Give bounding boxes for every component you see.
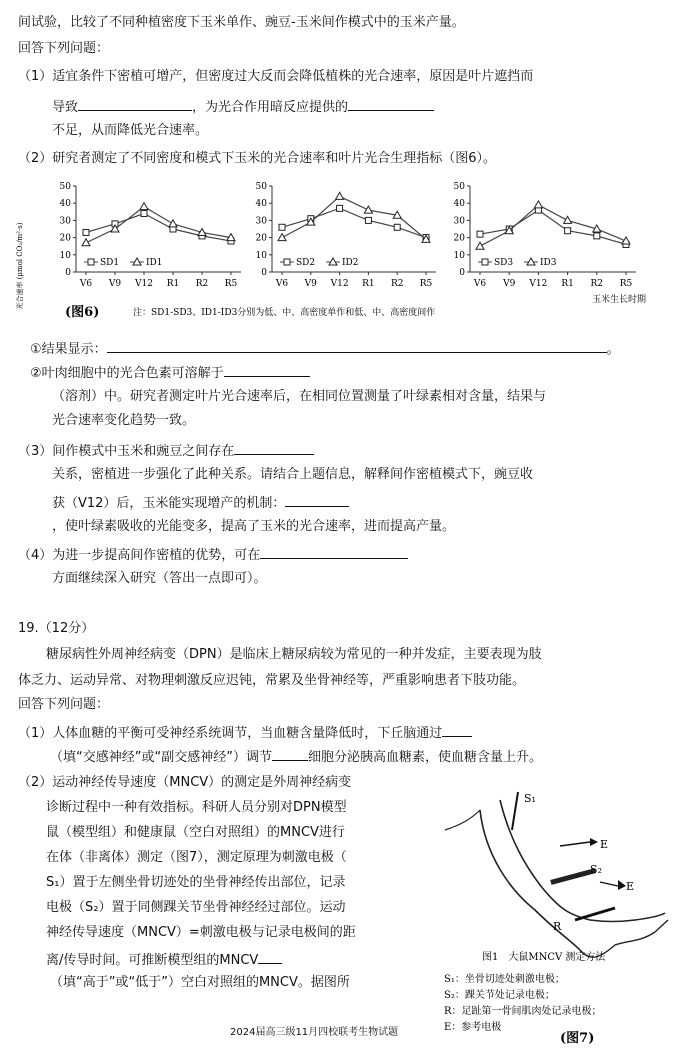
e1-arrow — [590, 838, 598, 846]
fig7-caption: 图1 大鼠MNCV 测定方法 — [482, 952, 606, 963]
q19-p2-line: （填“高于”或“低于”）空白对照组的MNCV。据图所 — [50, 975, 350, 990]
legend-marker — [482, 259, 488, 265]
q19-part1-line — [18, 722, 472, 743]
q18-part1-line3: 不足，从而降低光合速率。 — [52, 123, 209, 138]
q19-p2-line: （2）运动神经传导速度（MNCV）的测定是外周神经病变 — [18, 775, 352, 790]
q19-p2-line: 诊断过程中一种有效指标。科研人员分别对DPN模型 — [46, 800, 347, 815]
fig7-label: (图7) — [560, 1031, 595, 1046]
data-point-id2 — [336, 192, 344, 199]
x-tick-label: R2 — [195, 279, 209, 289]
q18-part4-line — [18, 544, 408, 565]
x-axis-title: 玉米生长时期 — [591, 295, 646, 305]
answer-blank[interactable] — [107, 338, 607, 353]
answer-blank[interactable] — [234, 440, 314, 455]
data-point-sd3 — [565, 228, 571, 234]
data-point-sd2 — [394, 224, 400, 230]
legend-label-id3: ID3 — [540, 258, 557, 268]
x-tick-label: V12 — [529, 279, 548, 289]
legend-marker — [284, 259, 290, 265]
answer-blank[interactable] — [258, 949, 282, 964]
y-tick-label: 30 — [453, 216, 465, 227]
figure-6-chart — [0, 172, 679, 328]
series-line-sd1 — [86, 214, 231, 242]
series-line-id3 — [480, 205, 626, 246]
y-tick-label: 20 — [255, 233, 267, 244]
q18-text: （3）间作模式中玉米和豌豆之间存在 — [18, 444, 235, 459]
y-tick-label: 30 — [59, 216, 71, 227]
x-tick-label: V9 — [108, 279, 122, 289]
leg-outline-upper — [500, 800, 665, 922]
legend-label-sd1: SD1 — [100, 258, 120, 268]
y-tick-label: 50 — [453, 182, 465, 192]
e2-arrow — [618, 880, 626, 890]
q19-p2-line — [46, 949, 282, 970]
series-line-id2 — [282, 196, 426, 239]
data-point-id1 — [140, 203, 148, 210]
q19-heading: 19.（12分） — [18, 621, 95, 636]
y-tick-label: 50 — [255, 182, 267, 192]
data-point-id2 — [364, 206, 372, 213]
q19-p2-line: 在体（非离体）测定（图7），测定原理为刺激电极（ — [46, 850, 347, 865]
x-tick-label: V6 — [275, 279, 289, 289]
data-point-id3 — [622, 237, 630, 244]
e2-label: E — [626, 880, 635, 893]
q18-text: （4）为进一步提高间作密植的优势，可在 — [18, 548, 261, 563]
x-tick-label: R2 — [590, 279, 604, 289]
q19-part1-line2 — [50, 746, 542, 767]
data-point-sd1 — [83, 229, 89, 235]
legend-marker — [88, 259, 94, 265]
e2-electrode — [600, 882, 618, 886]
q19-text: （1）人体血糖的平衡可受神经系统调节，当血糖含量降低时，下丘脑通过 — [18, 726, 443, 741]
x-tick-label: V9 — [503, 279, 516, 289]
q18-part3-line3 — [52, 492, 349, 513]
q19-p2-line: S₁）置于左侧坐骨切迹处的坐骨神经传出部位，记录 — [46, 875, 346, 890]
data-point-id3 — [564, 216, 572, 223]
q18-part1-text: （1）适宜条件下密植可增产，但密度过大反而会降低植株的光合速率，原因是叶片遮挡而 — [18, 69, 534, 84]
data-point-sd2 — [279, 224, 285, 230]
y-tick-label: 0 — [261, 268, 267, 278]
series-line-sd2 — [282, 208, 426, 237]
x-tick-label: V6 — [473, 279, 487, 289]
intro-line: 间试验，比较了不同种植密度下玉米单作、豌豆-玉米间作模式中的玉米产量。 — [18, 15, 465, 30]
data-point-id3 — [534, 201, 542, 208]
s1-label: S₁ — [524, 792, 536, 805]
y-tick-label: 0 — [65, 268, 71, 278]
q18-text: ①结果显示： — [30, 342, 107, 357]
y-tick-label: 10 — [59, 250, 71, 261]
data-point-sd3 — [594, 233, 600, 239]
series-line-sd3 — [480, 210, 626, 244]
q19-p2-line: 神经传导速度（MNCV）=刺激电极与记录电极间的距 — [46, 925, 356, 940]
answer-blank[interactable] — [260, 544, 408, 559]
q19-intro: 体乏力、运动异常、对物理刺激反应迟钝，常累及坐骨神经等，严重影响患者下肢功能。 — [18, 673, 526, 688]
x-tick-label: R1 — [362, 279, 375, 289]
y-tick-label: 50 — [59, 182, 71, 192]
answer-blank[interactable] — [348, 96, 434, 111]
footer: 2024届高三级11月四校联考生物试题 — [230, 1027, 399, 1038]
y-tick-label: 10 — [453, 250, 465, 261]
y-axis-label: 光合速率 (μmol CO₂/m²·s) — [16, 222, 24, 310]
q19-p2-line: 电极（S₂）置于同侧踝关节坐骨神经经过部位。运动 — [46, 900, 346, 915]
legend-label-id1: ID1 — [146, 258, 163, 268]
data-point-id2 — [278, 234, 286, 241]
r-label: R — [553, 920, 562, 933]
answer-blank[interactable] — [285, 492, 349, 507]
y-tick-label: 40 — [453, 199, 465, 210]
body-outline — [445, 810, 480, 830]
result-line — [30, 338, 620, 359]
q19-intro: 糖尿病性外周神经病变（DPN）是临床上糖尿病较为常见的一种并发症，主要表现为肢 — [46, 647, 542, 662]
data-point-sd2 — [337, 205, 343, 211]
y-tick-label: 30 — [255, 216, 267, 227]
fig7-legend-item: S₂：踝关节处记录电极； — [444, 990, 555, 1001]
s1-electrode — [512, 792, 518, 830]
q19-p2-line: 鼠（模型组）和健康鼠（空白对照组）的MNCV进行 — [46, 825, 345, 840]
x-tick-label: R5 — [224, 279, 238, 289]
data-point-sd1 — [141, 211, 147, 217]
e1-electrode — [560, 842, 590, 846]
q19-text: 离/传导时间。可推断模型组的MNCV — [46, 953, 259, 968]
fig7-legend-item: S₁：坐骨切迹处刺激电极； — [444, 974, 565, 985]
y-tick-label: 10 — [255, 250, 267, 261]
x-tick-label: R1 — [166, 279, 180, 289]
r-electrode — [575, 908, 615, 920]
period-text: 。 — [606, 342, 620, 357]
q18-text: 关系，密植进一步强化了此种关系。请结合上题信息，解释间作密植模式下，豌豆收 — [52, 467, 534, 482]
pigment-line — [30, 362, 310, 383]
legend-label-sd2: SD2 — [296, 258, 316, 268]
q18-part1-line2 — [52, 96, 434, 117]
x-tick-label: R2 — [390, 279, 404, 289]
y-tick-label: 20 — [453, 233, 465, 244]
q18-text: ②叶肉细胞中的光合色素可溶解于 — [30, 366, 224, 381]
y-tick-label: 20 — [59, 233, 71, 244]
data-point-id1 — [82, 239, 90, 246]
q18-part2-text: （2）研究者测定了不同密度和模式下玉米的光合速率和叶片光合生理指标（图6）。 — [18, 151, 497, 166]
figure-7-diagram — [440, 770, 679, 1048]
y-tick-label: 40 — [59, 199, 71, 210]
q18-text: （溶剂）中。研究者测定叶片光合速率后，在相同位置测量了叶绿素相对含量，结果与 — [52, 389, 547, 404]
q18-text: ，使叶绿素吸收的光能变多，提高了玉米的光合速率，进而提高产量。 — [52, 519, 456, 534]
data-point-id3 — [476, 242, 484, 249]
fig7-legend-item: R：足趾第一骨间肌肉处记录电极； — [444, 1006, 602, 1017]
legend-label-id2: ID2 — [342, 258, 359, 268]
x-tick-label: V6 — [79, 279, 93, 289]
x-tick-label: V12 — [135, 279, 153, 289]
y-tick-label: 0 — [459, 268, 465, 278]
q18-text: ，为光合作用暗反应提供的 — [192, 100, 349, 115]
q19-text: 细胞分泌胰高血糖素，使血糖含量上升。 — [307, 750, 542, 765]
fig7-legend-item: E：参考电极 — [444, 1022, 502, 1033]
q18-part3-line — [18, 440, 314, 461]
x-tick-label: V12 — [330, 279, 349, 289]
answer-blank[interactable] — [224, 362, 310, 377]
s2-label: S₂ — [590, 863, 602, 876]
e1-label: E — [600, 838, 609, 851]
answer-blank[interactable] — [78, 96, 192, 111]
q18-text: 获（V12）后，玉米能实现增产的机制： — [52, 496, 286, 511]
x-tick-label: R1 — [561, 279, 574, 289]
legend-label-sd3: SD3 — [494, 258, 514, 268]
answer-blank[interactable] — [272, 746, 308, 761]
intro-line: 回答下列问题： — [18, 41, 110, 56]
fig6-label: (图6) — [65, 305, 100, 320]
x-tick-label: R5 — [419, 279, 433, 289]
data-point-id1 — [169, 220, 177, 227]
q19-text: （填“交感神经”或“副交感神经”）调节 — [50, 750, 272, 765]
q18-text: 光合速率变化趋势一致。 — [52, 413, 196, 428]
data-point-sd3 — [477, 231, 483, 237]
x-tick-label: R5 — [619, 279, 633, 289]
q18-text: 导致 — [52, 100, 79, 115]
q18-text: 方面继续深入研究（答出一点即可）。 — [52, 571, 267, 586]
answer-blank[interactable] — [442, 722, 472, 737]
data-point-sd2 — [365, 217, 371, 223]
fig6-note: 注：SD1-SD3、ID1-ID3分别为低、中、高密度单作和低、中、高密度间作 — [133, 308, 436, 318]
y-tick-label: 40 — [255, 199, 267, 210]
x-tick-label: V9 — [304, 279, 317, 289]
q19-intro: 回答下列问题： — [18, 697, 110, 712]
